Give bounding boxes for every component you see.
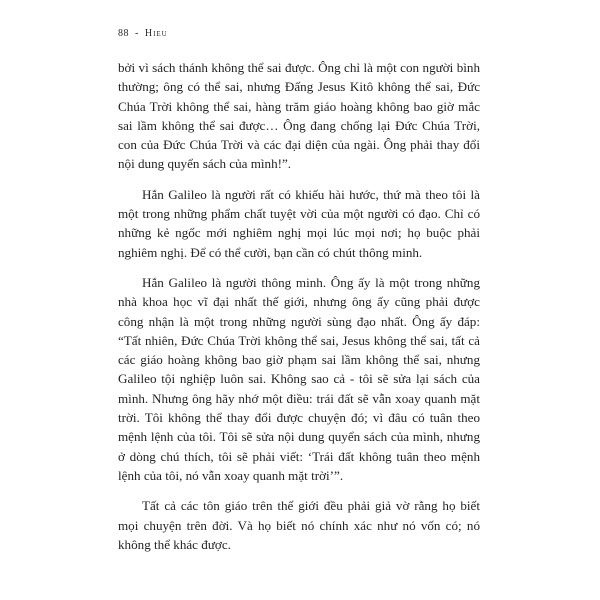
paragraph-4: Tất cả các tôn giáo trên thế giới đều phải giả vờ rằng họ biết mọi chuyện trên đời. Và họ biết nó chính xác như nó vốn có; nó không thể khác được. <box>118 498 480 552</box>
paragraph-1: bởi vì sách thánh không thể sai được. Ông chỉ là một con người bình thường; ông có thể sai, nhưng Đấng Jesus Kitô không thể sai, Đức Chúa Trời không thể sai, hàng trăm giáo hoàng không bao giờ mắc sai lầm không thể sai được… Ông đang chống lại Đức Chúa Trời, con của Đức Chúa Trời và các đại diện của ngài. Ông phải thay đổi nội dung quyển sách của mình!”. <box>118 60 480 172</box>
paragraph-3: Hắn Galileo là người thông minh. Ông ấy là một trong những nhà khoa học vĩ đại nhất thế giới, nhưng ông ấy cũng phải được công nhận là một trong những người sùng đạo nhất. Ông ấy đáp: “Tất nhiên, Đức Chúa Trời không thể sai, Jesus không thể sai, tất cả các giáo hoàng không bao giờ phạm sai lầm không thể sai, nhưng Galileo tội nghiệp luôn sai. Không sao cả - tôi sẽ sửa lại sách của mình. Nhưng ông hãy nhớ một điều: trái đất sẽ vẫn xoay quanh mặt trời. Tôi không thể thay đổi được chuyện đó; vì đâu có tuân theo mệnh lệnh của tôi. Tôi sẽ sửa nội dung quyển sách của mình, nhưng ở dòng chú thích, tôi sẽ phải viết: ‘Trái đất không tuân theo mệnh lệnh của tôi, nó vẫn xoay quanh mặt trời’”. <box>118 274 480 483</box>
running-head <box>118 28 168 39</box>
paragraph-2: Hắn Galileo là người rất có khiếu hài hước, thứ mà theo tôi là một trong những phẩm chất tuyệt vời của một người có đạo. Chỉ có những kẻ ngốc mới nghiêm nghị mọi lúc mọi nơi; họ buộc phải nghiêm nghị. Để có thể cười, bạn cần có chút thông minh. <box>118 186 480 260</box>
body-text <box>118 58 480 565</box>
page-number: 88 <box>118 28 129 39</box>
header-title: Hieu <box>144 28 168 39</box>
header-separator: - <box>135 28 139 39</box>
